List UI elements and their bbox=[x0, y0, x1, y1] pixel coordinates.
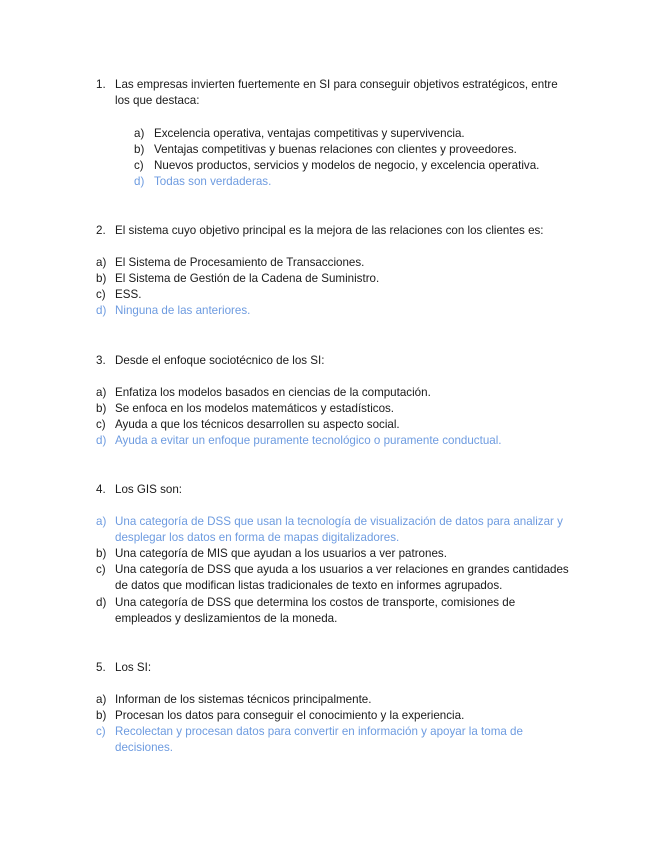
question-stem: El sistema cuyo objetivo principal es la mejora de las relaciones con los clientes es: bbox=[115, 224, 544, 237]
option-letter-correct: d) bbox=[96, 434, 107, 447]
option-text: de datos que modifican listas tradicionales de texto en informes agrupados. bbox=[115, 579, 503, 592]
option-text: empleados y deslizamientos de la moneda. bbox=[115, 612, 338, 625]
question-number: 4. bbox=[96, 483, 106, 496]
option-letter: c) bbox=[96, 418, 106, 431]
option-text: Una categoría de MIS que ayudan a los usuarios a ver patrones. bbox=[115, 547, 447, 560]
option-text: Procesan los datos para conseguir el conocimiento y la experiencia. bbox=[115, 709, 465, 722]
option-text: El Sistema de Gestión de la Cadena de Suministro. bbox=[115, 272, 380, 285]
option-letter: b) bbox=[96, 402, 107, 415]
option-text-correct: desplegar los datos en forma de mapas digitalizadores. bbox=[115, 531, 400, 544]
option-text: El Sistema de Procesamiento de Transacciones. bbox=[115, 256, 365, 269]
option-text: Enfatiza los modelos basados en ciencias de la computación. bbox=[115, 386, 431, 399]
option-letter: d) bbox=[96, 596, 107, 609]
option-letter-correct: a) bbox=[96, 515, 107, 528]
option-text-correct: Recolectan y procesan datos para convertir en información y apoyar la toma de bbox=[115, 725, 523, 738]
option-text-correct: Ninguna de las anteriores. bbox=[115, 304, 251, 317]
option-letter: b) bbox=[134, 143, 145, 156]
option-text: Nuevos productos, servicios y modelos de negocio, y excelencia operativa. bbox=[154, 159, 540, 172]
option-text: ESS. bbox=[115, 288, 142, 301]
option-letter: a) bbox=[134, 127, 145, 140]
option-letter: b) bbox=[96, 272, 107, 285]
option-text: Una categoría de DSS que ayuda a los usuarios a ver relaciones en grandes cantidades bbox=[115, 563, 569, 576]
option-letter: a) bbox=[96, 693, 107, 706]
question-number: 2. bbox=[96, 224, 106, 237]
option-text-correct: Una categoría de DSS que usan la tecnología de visualización de datos para analizar y bbox=[115, 515, 563, 528]
option-letter-correct: c) bbox=[96, 725, 106, 738]
option-text: Se enfoca en los modelos matemáticos y estadísticos. bbox=[115, 402, 395, 415]
option-text: Una categoría de DSS que determina los costos de transporte, comisiones de bbox=[115, 596, 516, 609]
option-letter: c) bbox=[96, 288, 106, 301]
option-text-correct: Todas son verdaderas. bbox=[154, 175, 272, 188]
question-number: 5. bbox=[96, 661, 106, 674]
question-stem: Los SI: bbox=[115, 661, 152, 674]
question-stem: Los GIS son: bbox=[115, 483, 183, 496]
question-stem: los que destaca: bbox=[115, 94, 200, 107]
option-letter: b) bbox=[96, 709, 107, 722]
option-text-correct: Ayuda a evitar un enfoque puramente tecnológico o puramente conductual. bbox=[115, 434, 502, 447]
option-letter: b) bbox=[96, 547, 107, 560]
question-number: 1. bbox=[96, 78, 106, 91]
option-text: Ventajas competitivas y buenas relaciones con clientes y proveedores. bbox=[154, 143, 517, 156]
option-letter-correct: d) bbox=[134, 175, 145, 188]
option-letter-correct: d) bbox=[96, 304, 107, 317]
option-text: Informan de los sistemas técnicos principalmente. bbox=[115, 693, 372, 706]
option-letter: a) bbox=[96, 386, 107, 399]
option-text-correct: decisiones. bbox=[115, 741, 174, 754]
option-text: Ayuda a que los técnicos desarrollen su aspecto social. bbox=[115, 418, 400, 431]
option-letter: c) bbox=[96, 563, 106, 576]
option-letter: c) bbox=[134, 159, 144, 172]
option-letter: a) bbox=[96, 256, 107, 269]
question-stem: Desde el enfoque sociotécnico de los SI: bbox=[115, 354, 325, 367]
question-number: 3. bbox=[96, 354, 106, 367]
option-text: Excelencia operativa, ventajas competitivas y supervivencia. bbox=[154, 127, 465, 140]
question-stem: Las empresas invierten fuertemente en SI para conseguir objetivos estratégicos, entre bbox=[115, 78, 558, 91]
